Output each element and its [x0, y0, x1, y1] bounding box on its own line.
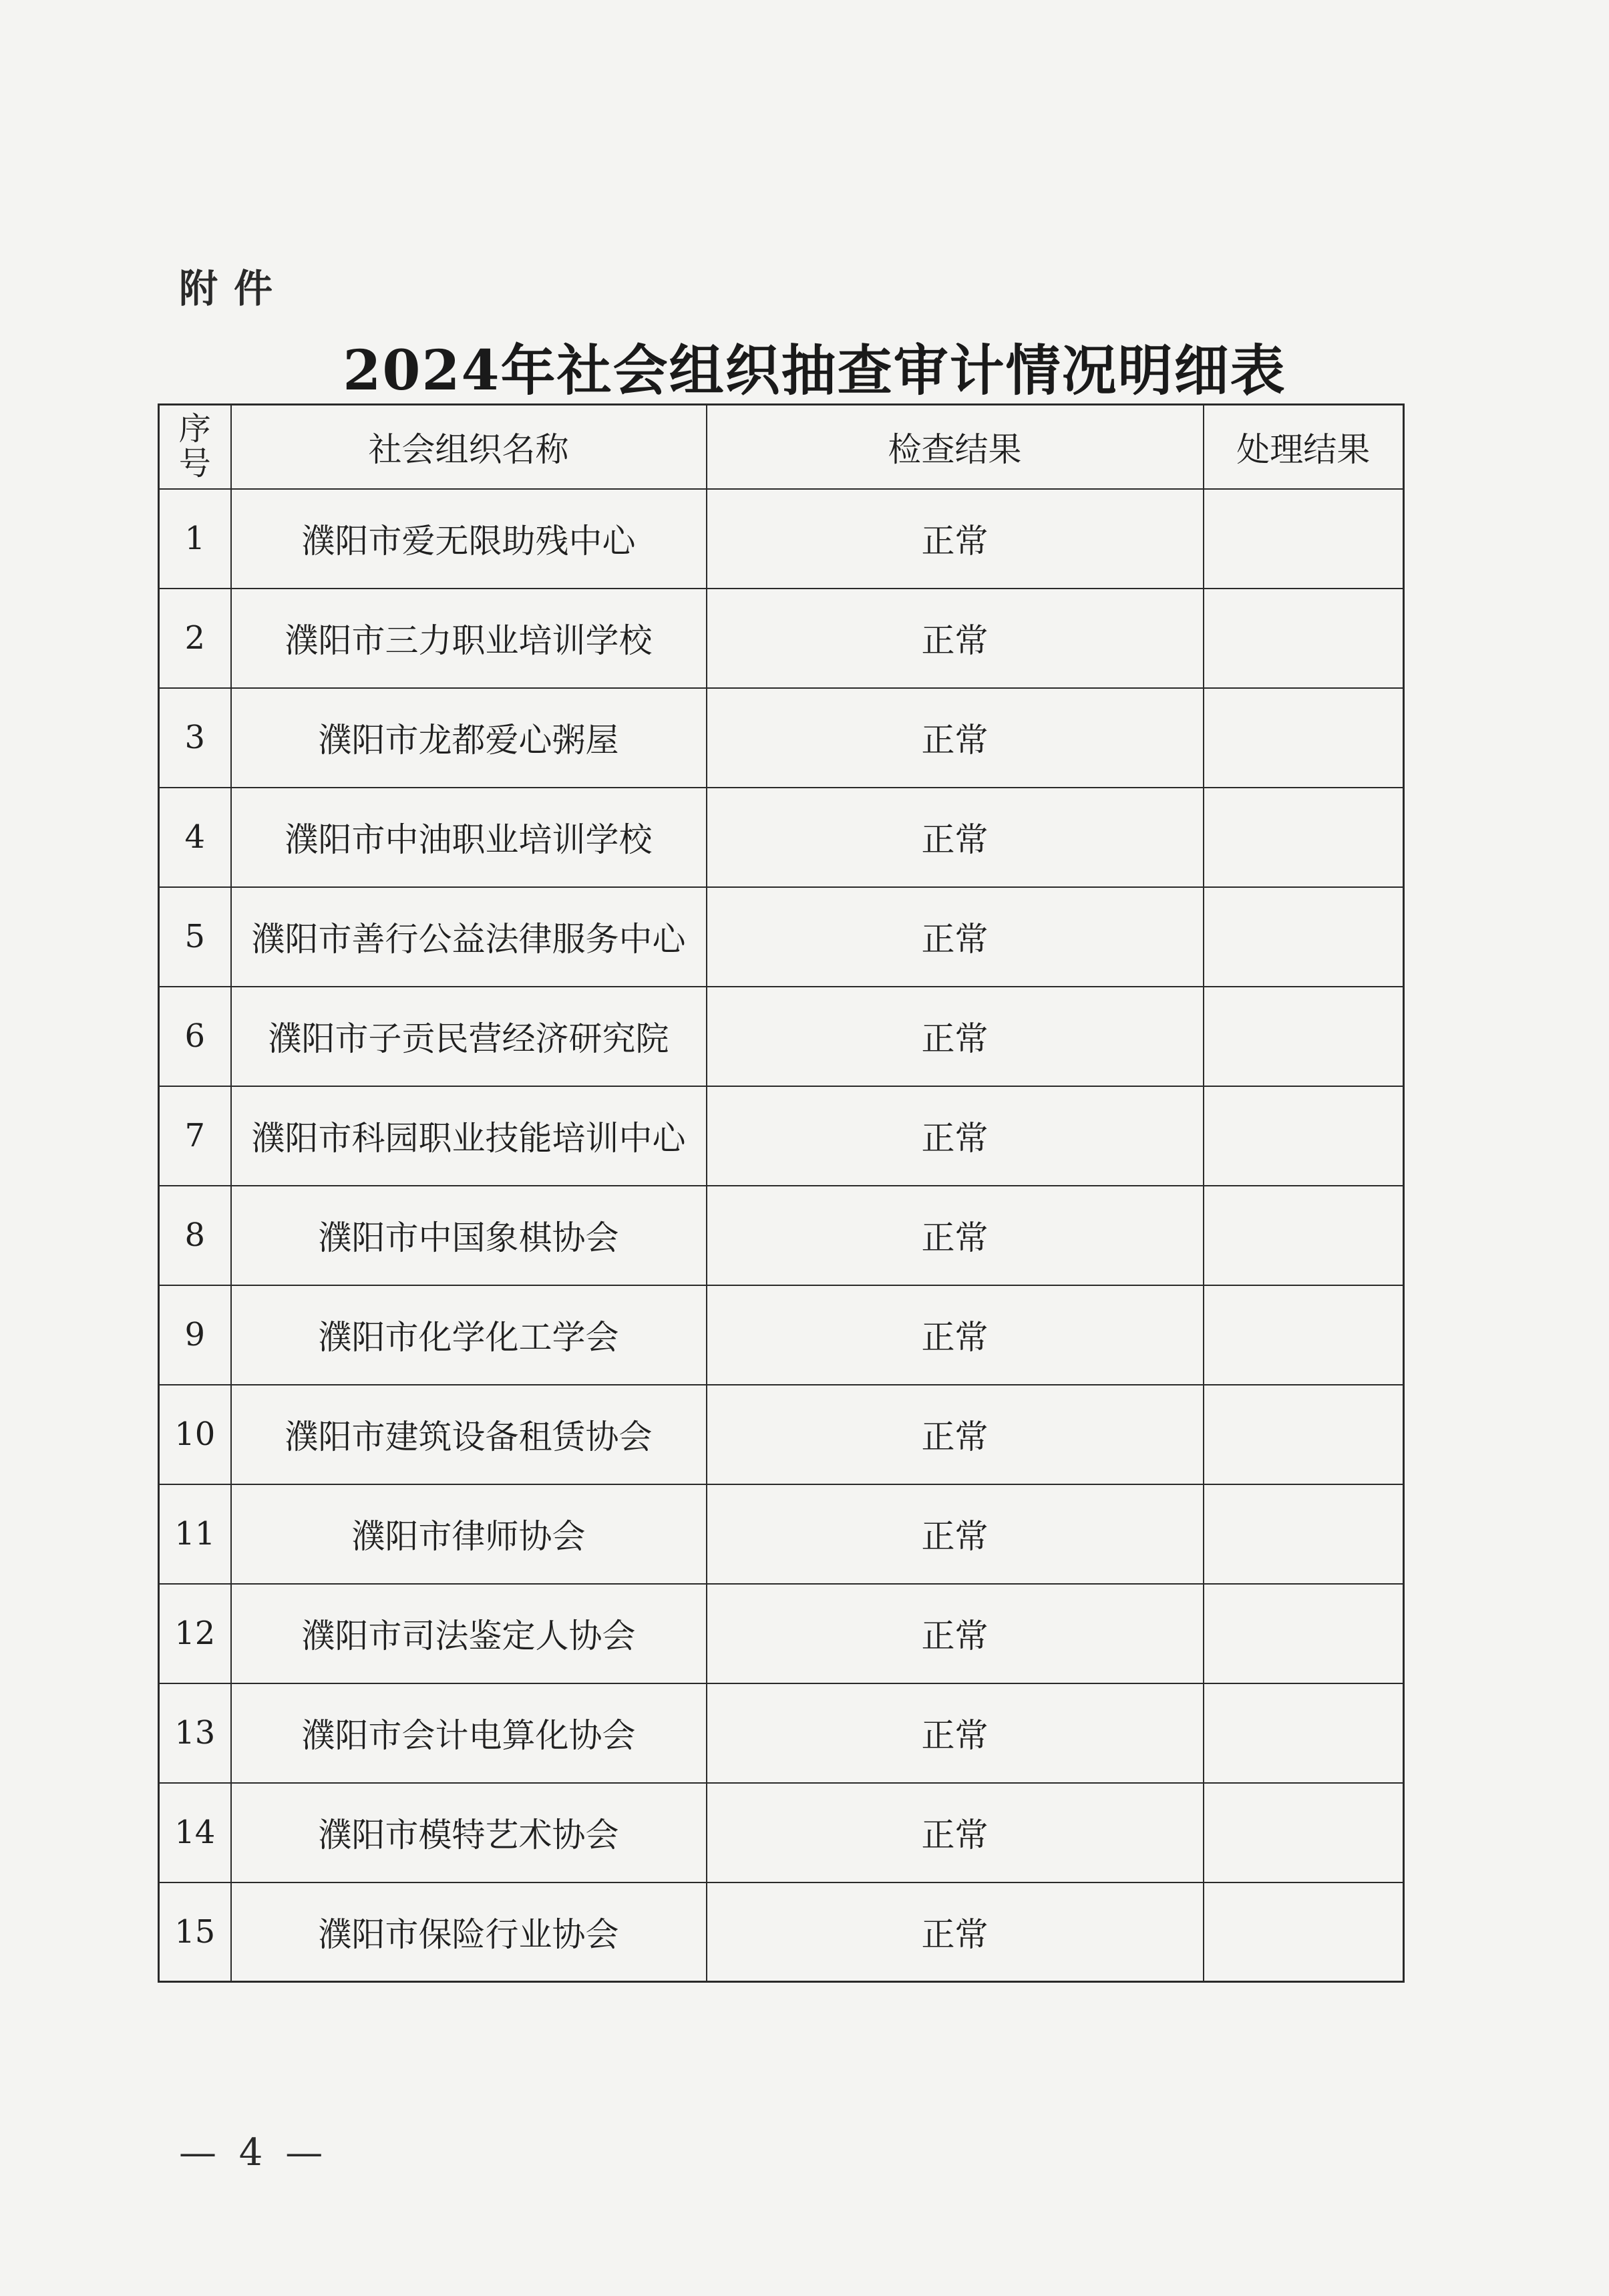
row-handling-cell — [1204, 1086, 1404, 1186]
row-seq-cell: 10 — [159, 1385, 231, 1484]
row-name-cell: 濮阳市中国象棋协会 — [231, 1186, 707, 1285]
row-handling-cell — [1204, 589, 1404, 688]
row-seq-cell: 12 — [159, 1584, 231, 1683]
row-seq-cell: 6 — [159, 987, 231, 1086]
row-handling-cell — [1204, 1385, 1404, 1484]
row-seq-cell: 13 — [159, 1683, 231, 1783]
row-name-cell: 濮阳市会计电算化协会 — [231, 1683, 707, 1783]
document-title: 2024年社会组织抽查审计情况明细表 — [343, 339, 1286, 403]
audit-details-table — [158, 403, 1405, 1983]
row-name-cell: 濮阳市子贡民营经济研究院 — [231, 987, 707, 1086]
row-seq-cell: 11 — [159, 1484, 231, 1584]
row-seq-cell: 7 — [159, 1086, 231, 1186]
table-row — [159, 1882, 1404, 1982]
row-name-cell: 濮阳市化学化工学会 — [231, 1285, 707, 1385]
row-seq-cell: 14 — [159, 1783, 231, 1882]
row-result-cell: 正常 — [707, 1186, 1204, 1285]
row-result-cell: 正常 — [707, 1285, 1204, 1385]
table-row — [159, 688, 1404, 788]
row-seq-cell: 15 — [159, 1882, 231, 1982]
column-header-handling: 处理结果 — [1204, 405, 1404, 489]
row-seq-cell: 5 — [159, 887, 231, 987]
row-result-cell: 正常 — [707, 1584, 1204, 1683]
row-handling-cell — [1204, 1584, 1404, 1683]
table-row — [159, 788, 1404, 887]
row-handling-cell — [1204, 1484, 1404, 1584]
table-row — [159, 1086, 1404, 1186]
column-header-seq — [159, 405, 231, 489]
attachment-label: 附件 — [179, 266, 289, 311]
row-seq-cell: 1 — [159, 489, 231, 589]
row-name-cell: 濮阳市科园职业技能培训中心 — [231, 1086, 707, 1186]
row-name-cell: 濮阳市保险行业协会 — [231, 1882, 707, 1982]
row-seq-cell: 3 — [159, 688, 231, 788]
row-seq-cell: 9 — [159, 1285, 231, 1385]
row-seq-cell: 4 — [159, 788, 231, 887]
row-seq-cell: 2 — [159, 589, 231, 688]
table-row — [159, 1484, 1404, 1584]
row-handling-cell — [1204, 1285, 1404, 1385]
row-result-cell: 正常 — [707, 788, 1204, 887]
table-row — [159, 1783, 1404, 1882]
row-result-cell: 正常 — [707, 887, 1204, 987]
row-result-cell: 正常 — [707, 987, 1204, 1086]
row-handling-cell — [1204, 1783, 1404, 1882]
row-handling-cell — [1204, 987, 1404, 1086]
column-header-result: 检查结果 — [707, 405, 1204, 489]
column-header-name: 社会组织名称 — [231, 405, 707, 489]
row-result-cell: 正常 — [707, 1484, 1204, 1584]
row-result-cell: 正常 — [707, 1086, 1204, 1186]
row-name-cell: 濮阳市龙都爱心粥屋 — [231, 688, 707, 788]
row-result-cell: 正常 — [707, 1882, 1204, 1982]
row-name-cell: 濮阳市爱无限助残中心 — [231, 489, 707, 589]
row-result-cell: 正常 — [707, 1683, 1204, 1783]
row-result-cell: 正常 — [707, 1385, 1204, 1484]
row-result-cell: 正常 — [707, 1783, 1204, 1882]
row-handling-cell — [1204, 887, 1404, 987]
row-handling-cell — [1204, 688, 1404, 788]
row-name-cell: 濮阳市建筑设备租赁协会 — [231, 1385, 707, 1484]
page-number: — 4 — — [179, 2131, 329, 2174]
row-handling-cell — [1204, 1186, 1404, 1285]
row-name-cell: 濮阳市中油职业培训学校 — [231, 788, 707, 887]
row-name-cell: 濮阳市律师协会 — [231, 1484, 707, 1584]
table-row — [159, 489, 1404, 589]
table-row — [159, 987, 1404, 1086]
row-name-cell: 濮阳市司法鉴定人协会 — [231, 1584, 707, 1683]
row-result-cell: 正常 — [707, 589, 1204, 688]
table-row — [159, 887, 1404, 987]
table-row — [159, 1285, 1404, 1385]
row-handling-cell — [1204, 1683, 1404, 1783]
table-row — [159, 1584, 1404, 1683]
table-row — [159, 1683, 1404, 1783]
row-result-cell: 正常 — [707, 688, 1204, 788]
row-handling-cell — [1204, 788, 1404, 887]
column-header-seq-label: 序号 — [178, 409, 211, 482]
row-name-cell: 濮阳市善行公益法律服务中心 — [231, 887, 707, 987]
table-row — [159, 1186, 1404, 1285]
row-result-cell: 正常 — [707, 489, 1204, 589]
row-name-cell: 濮阳市三力职业培训学校 — [231, 589, 707, 688]
table-row — [159, 1385, 1404, 1484]
row-handling-cell — [1204, 1882, 1404, 1982]
table-row — [159, 589, 1404, 688]
row-seq-cell: 8 — [159, 1186, 231, 1285]
table-header-row — [159, 405, 1404, 489]
row-handling-cell — [1204, 489, 1404, 589]
table-body — [159, 489, 1404, 1982]
row-name-cell: 濮阳市模特艺术协会 — [231, 1783, 707, 1882]
